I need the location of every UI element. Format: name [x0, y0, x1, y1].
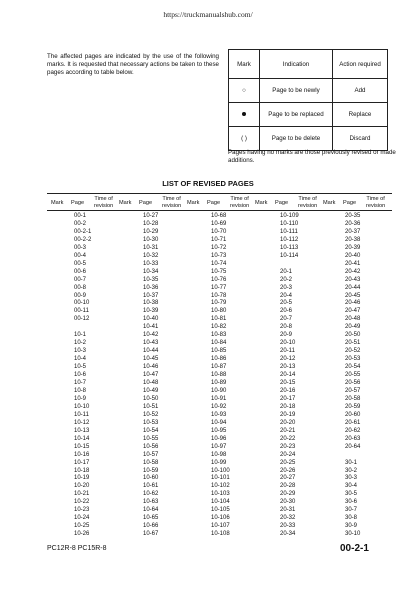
page-entry: 20-15	[280, 380, 296, 387]
mark-col-header: Mark	[119, 200, 132, 206]
page-entry: 20-24	[280, 451, 296, 458]
mark-col-header: Mark	[51, 200, 64, 206]
page-entry: 20-41	[345, 260, 361, 267]
page-entry: 10-102	[211, 483, 230, 490]
page-entry: 20-6	[280, 308, 293, 315]
page-entry: 10-43	[143, 340, 159, 347]
page-entry: 10-91	[211, 395, 227, 402]
page-entry: 10-57	[143, 451, 159, 458]
page-entry: 20-28	[280, 483, 296, 490]
page-entry: 10-46	[143, 364, 159, 371]
page-entry: 10-54	[143, 427, 159, 434]
page-entry: 10-86	[211, 356, 227, 363]
page-entry: 10-65	[143, 515, 159, 522]
page-entry: 10-61	[143, 483, 159, 490]
page-entry: 10-44	[143, 348, 159, 355]
page-entry: 10-1	[74, 332, 87, 339]
page-entry: 10-6	[74, 372, 87, 379]
page-entry: 20-38	[345, 236, 361, 243]
page-entry: 10-104	[211, 499, 230, 506]
page-entry: 10-95	[211, 427, 227, 434]
mark-header: Mark	[229, 50, 260, 79]
note-text: Pages having no marks are those previously revised or made additions.	[228, 149, 396, 164]
page-entry: 20-60	[345, 411, 361, 418]
page-entry: 10-10	[74, 403, 90, 410]
header-top-rule	[47, 193, 392, 194]
page-column	[345, 213, 360, 539]
page-entry: 10-114	[280, 252, 299, 259]
mark-col-header: Mark	[187, 200, 200, 206]
page-entry: 00-8	[74, 284, 87, 291]
page-entry: 20-63	[345, 435, 361, 442]
indication-header: Indication	[260, 50, 333, 79]
page-entry: 10-51	[143, 403, 159, 410]
model-name: PC12R-8 PC15R-8	[47, 545, 107, 552]
page-entry: 00-1	[74, 213, 87, 219]
mark-col-header: Mark	[323, 200, 336, 206]
page-entry: 20-64	[345, 443, 361, 450]
page-entry: 10-109	[280, 213, 299, 219]
mark-row-replace	[229, 103, 388, 127]
page-entry	[74, 324, 91, 332]
page-entry: 20-3	[280, 284, 293, 291]
page-entry: 10-85	[211, 348, 227, 355]
indication-text: Page to be delete	[260, 127, 333, 151]
page-entry: 10-106	[211, 515, 230, 522]
page-entry: 20-1	[280, 268, 293, 275]
page-entry: 00-9	[74, 292, 87, 299]
page-entry: 10-66	[143, 523, 159, 530]
page-entry: 10-108	[211, 531, 230, 538]
page-entry: 20-26	[280, 467, 296, 474]
page-entry: 00-11	[74, 308, 89, 315]
page-entry: 10-62	[143, 491, 159, 498]
page-entry: 20-22	[280, 435, 296, 442]
page-entry: 20-18	[280, 403, 296, 410]
page-entry: 00-12	[74, 316, 90, 323]
page-entry: 10-18	[74, 467, 90, 474]
page-column	[280, 213, 299, 539]
page-entry: 10-59	[143, 467, 159, 474]
page-entry: 10-21	[74, 491, 90, 498]
page-entry: 10-7	[74, 380, 87, 387]
page-entry: 30-1	[345, 459, 358, 466]
page-entry: 20-27	[280, 475, 296, 482]
page-entry: 20-14	[280, 372, 296, 379]
page-entry: 20-50	[345, 332, 361, 339]
action-header: Action required	[333, 50, 388, 79]
page-entry: 20-4	[280, 292, 293, 299]
page-entry: 20-25	[280, 459, 296, 466]
revision-col-header: Time of revision	[162, 196, 182, 209]
mark-table-header-row	[229, 50, 388, 79]
page-entry: 10-110	[280, 220, 299, 227]
mark-legend-table	[228, 49, 388, 151]
page-entry: 10-36	[143, 284, 159, 291]
page-col-header: Page	[343, 200, 357, 206]
page-entry: 10-70	[211, 228, 227, 235]
filled-dot-icon	[242, 112, 246, 116]
page-entry: 30-3	[345, 475, 358, 482]
page-entry: 00-4	[74, 252, 87, 259]
page-entry: 10-58	[143, 459, 159, 466]
page-entry: 10-71	[211, 236, 227, 243]
page-entry: 10-2	[74, 340, 87, 347]
page-entry: 10-34	[143, 268, 159, 275]
page-entry: 10-81	[211, 316, 227, 323]
page-entry: 30-10	[345, 531, 361, 538]
page-entry: 10-52	[143, 411, 159, 418]
page-entry: 10-35	[143, 276, 159, 283]
page-entry: 10-90	[211, 387, 227, 394]
page-entry: 10-8	[74, 387, 87, 394]
page-entry: 30-4	[345, 483, 358, 490]
page-entry: 10-12	[74, 419, 90, 426]
page-entry: 10-47	[143, 372, 159, 379]
action-text: Discard	[333, 127, 388, 151]
page-entry: 20-48	[345, 316, 361, 323]
page-entry: 10-5	[74, 364, 87, 371]
page-entry: 10-17	[74, 459, 90, 466]
page-entry: 10-67	[143, 531, 159, 538]
page-entry: 10-28	[143, 220, 159, 227]
mark-row-discard	[229, 127, 388, 151]
revision-col-header: Time of revision	[230, 196, 250, 209]
page-entry: 20-10	[280, 340, 296, 347]
page-entry: 10-88	[211, 372, 227, 379]
page-entry: 10-78	[211, 292, 227, 299]
page-entry: 30-2	[345, 467, 358, 474]
page-entry: 10-4	[74, 356, 87, 363]
page-entry: 20-59	[345, 403, 361, 410]
page-entry: 10-94	[211, 419, 227, 426]
page-entry: 00-7	[74, 276, 87, 283]
page-entry: 10-55	[143, 435, 159, 442]
page-entry: 10-75	[211, 268, 227, 275]
page-entry: 00-2-1	[74, 228, 92, 235]
page-col-header: Page	[275, 200, 289, 206]
page-entry: 20-58	[345, 395, 361, 402]
page-entry: 20-8	[280, 324, 293, 331]
page-col-header: Page	[207, 200, 221, 206]
page-entry: 10-15	[74, 443, 90, 450]
page-entry	[280, 261, 299, 269]
page-entry: 10-82	[211, 324, 227, 331]
page-entry: 30-7	[345, 507, 358, 514]
page-entry: 20-43	[345, 276, 361, 283]
page-entry: 10-20	[74, 483, 90, 490]
page-entry: 10-83	[211, 332, 227, 339]
page-entry: 20-39	[345, 244, 361, 251]
page-entry: 10-25	[74, 523, 90, 530]
page-column	[143, 213, 158, 539]
page-entry: 00-6	[74, 268, 87, 275]
page-entry: 30-9	[345, 523, 358, 530]
page-entry: 10-64	[143, 507, 159, 514]
page-entry: 10-49	[143, 387, 159, 394]
page-entry: 10-19	[74, 475, 90, 482]
page-entry: 10-111	[280, 228, 298, 235]
page-entry: 20-40	[345, 252, 361, 259]
page-entry: 10-100	[211, 467, 230, 474]
page-entry: 10-40	[143, 316, 159, 323]
page-entry: 20-52	[345, 348, 361, 355]
page-entry: 10-26	[74, 531, 90, 538]
page-entry: 20-45	[345, 292, 361, 299]
page-entry: 10-23	[74, 507, 90, 514]
page-entry: 10-89	[211, 380, 227, 387]
page-entry: 20-21	[280, 427, 296, 434]
page-entry: 20-7	[280, 316, 293, 323]
page-entry: 20-37	[345, 228, 361, 235]
page-entry: 20-54	[345, 364, 361, 371]
page-entry: 10-14	[74, 435, 90, 442]
page-entry: 20-5	[280, 300, 293, 307]
page-entry: 10-72	[211, 244, 227, 251]
page-entry: 10-79	[211, 300, 227, 307]
page-entry: 10-24	[74, 515, 90, 522]
page-entry: 10-84	[211, 340, 227, 347]
page-entry: 10-60	[143, 475, 159, 482]
page-number: 00-2-1	[340, 543, 369, 554]
page-entry: 30-6	[345, 499, 358, 506]
revision-col-header: Time of revision	[94, 196, 114, 209]
page-column	[74, 213, 91, 539]
page-entry: 10-103	[211, 491, 230, 498]
page-entry: 10-29	[143, 228, 159, 235]
page-entry: 10-80	[211, 308, 227, 315]
page-entry: 10-32	[143, 252, 159, 259]
page-column	[211, 213, 230, 539]
page-entry: 10-87	[211, 364, 227, 371]
page-entry: 10-3	[74, 348, 87, 355]
page-entry: 20-55	[345, 372, 361, 379]
page-entry: 30-8	[345, 515, 358, 522]
page-entry: 20-53	[345, 356, 361, 363]
page-entry: 10-92	[211, 403, 227, 410]
mark-row-add	[229, 79, 388, 103]
page-entry: 10-53	[143, 419, 159, 426]
page-entry: 20-13	[280, 364, 296, 371]
page-entry: 30-5	[345, 491, 358, 498]
page-entry: 20-57	[345, 387, 361, 394]
page-entry: 10-99	[211, 459, 227, 466]
page-entry: 20-35	[345, 213, 361, 219]
page-entry: 20-36	[345, 220, 361, 227]
page-entry: 20-62	[345, 427, 361, 434]
mark-symbol	[229, 103, 260, 127]
page-entry: 10-105	[211, 507, 230, 514]
page-entry: 10-30	[143, 236, 159, 243]
header-bottom-rule	[47, 210, 392, 211]
page-entry: 20-11	[280, 348, 295, 355]
page-entry: 20-30	[280, 499, 296, 506]
page-entry: 20-34	[280, 531, 296, 538]
page-entry: 10-74	[211, 260, 227, 267]
page-entry: 20-2	[280, 276, 293, 283]
page-entry: 20-61	[345, 419, 361, 426]
page-entry: 10-68	[211, 213, 227, 219]
page-entry: 20-9	[280, 332, 293, 339]
page-entry: 20-32	[280, 515, 296, 522]
page-entry: 10-16	[74, 451, 90, 458]
page-entry: 20-42	[345, 268, 361, 275]
page-entry: 10-38	[143, 300, 159, 307]
page-entry: 20-31	[280, 507, 296, 514]
page-entry: 20-33	[280, 523, 296, 530]
mark-symbol: ( )	[229, 127, 260, 151]
action-text: Replace	[333, 103, 388, 127]
page-entry: 10-76	[211, 276, 227, 283]
page-entry: 20-20	[280, 419, 296, 426]
page-col-header: Page	[71, 200, 85, 206]
mark-col-header: Mark	[255, 200, 268, 206]
page-entry: 10-112	[280, 236, 299, 243]
page-entry: 20-56	[345, 380, 361, 387]
page-entry: 10-113	[280, 244, 299, 251]
page-entry: 20-17	[280, 395, 296, 402]
revision-col-header: Time of revision	[298, 196, 318, 209]
page-entry: 10-69	[211, 220, 227, 227]
page-entry: 20-44	[345, 284, 361, 291]
page-entry: 10-48	[143, 380, 159, 387]
page-entry: 10-63	[143, 499, 159, 506]
page-entry: 10-42	[143, 332, 159, 339]
page-entry: 20-46	[345, 300, 361, 307]
indication-text: Page to be replaced	[260, 103, 333, 127]
action-text: Add	[333, 79, 388, 103]
source-url: https://truckmanualshub.com/	[163, 10, 253, 19]
page-entry: 10-33	[143, 260, 159, 267]
page-entry: 10-101	[211, 475, 230, 482]
page-entry: 10-77	[211, 284, 227, 291]
page-entry: 10-50	[143, 395, 159, 402]
page-entry: 00-2-2	[74, 236, 92, 243]
page-entry: 20-19	[280, 411, 296, 418]
page-entry: 00-3	[74, 244, 87, 251]
page-entry: 10-39	[143, 308, 159, 315]
page-col-header: Page	[139, 200, 153, 206]
page-entry: 00-5	[74, 260, 87, 267]
page-entry: 10-107	[211, 523, 230, 530]
list-title: LIST OF REVISED PAGES	[162, 179, 254, 188]
page-entry: 20-51	[345, 340, 361, 347]
page-entry: 00-2	[74, 220, 87, 227]
page-entry: 10-9	[74, 395, 87, 402]
page-entry: 10-93	[211, 411, 227, 418]
page-entry: 20-47	[345, 308, 361, 315]
page-entry: 20-12	[280, 356, 296, 363]
intro-paragraph: The affected pages are indicated by the use of the following marks. It is requested that necessary actions be taken to these pages according to table below.	[47, 53, 219, 77]
page-entry: 10-56	[143, 443, 159, 450]
page-entry: 20-23	[280, 443, 296, 450]
page-entry: 10-96	[211, 435, 227, 442]
page-entry: 10-13	[74, 427, 90, 434]
page-entry: 10-22	[74, 499, 90, 506]
page-entry	[345, 452, 360, 460]
page-entry: 10-45	[143, 356, 159, 363]
revision-col-header: Time of revision	[366, 196, 386, 209]
page-entry: 10-31	[143, 244, 159, 251]
mark-symbol: ○	[229, 79, 260, 103]
page-entry: 10-98	[211, 451, 227, 458]
page-entry: 20-49	[345, 324, 361, 331]
page-entry: 20-29	[280, 491, 296, 498]
page-entry: 20-16	[280, 387, 296, 394]
page-entry: 10-41	[143, 324, 159, 331]
page-entry: 10-27	[143, 213, 159, 219]
indication-text: Page to be newly	[260, 79, 333, 103]
page-entry: 00-10	[74, 300, 90, 307]
page-entry: 10-37	[143, 292, 159, 299]
page-entry: 10-73	[211, 252, 227, 259]
page-entry: 10-97	[211, 443, 227, 450]
page-entry: 10-11	[74, 411, 89, 418]
